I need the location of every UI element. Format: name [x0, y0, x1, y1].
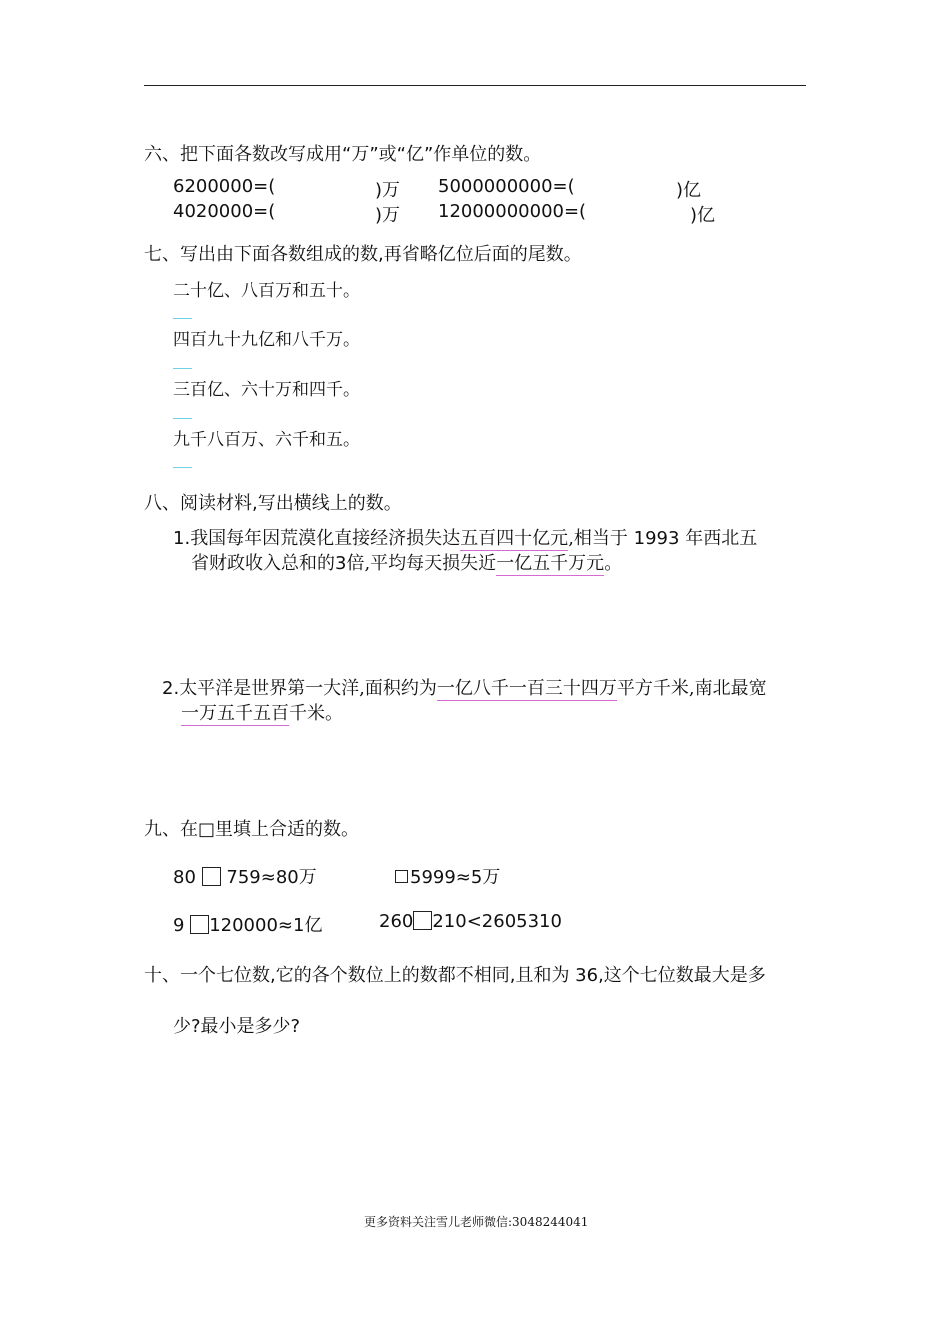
blank-box-a2[interactable]	[395, 870, 408, 883]
s8-p2-number: 2.	[162, 678, 180, 699]
s7-item-4: 九千八百万、六千和五。	[173, 430, 360, 450]
s8-p2-underlined-2: 一万五千五百	[181, 703, 289, 724]
s6-row1-b-unit: )亿	[676, 180, 702, 201]
section-9-heading: 九、在□里填上合适的数。	[144, 819, 360, 840]
s7-answer-line-3	[173, 418, 192, 419]
s9-item-b2: 260 210<2605310	[379, 911, 562, 932]
s9-item-a2: 5999≈5万	[395, 863, 500, 889]
blank-box-a1[interactable]	[202, 867, 221, 886]
s8-p2-line1: 2.太平洋是世界第一大洋,面积约为一亿八千一百三十四万平方千米,南北最宽	[162, 678, 767, 699]
s7-answer-line-4	[173, 467, 192, 468]
s6-row2-b: 12000000000=(	[438, 201, 587, 222]
footer-note: 更多资料关注雪儿老师微信:3048244041	[364, 1215, 589, 1229]
s7-item-1: 二十亿、八百万和五十。	[173, 281, 360, 301]
section-10-line1: 十、一个七位数,它的各个数位上的数都不相同,且和为 36,这个七位数最大是多	[144, 965, 766, 986]
s8-p1-underlined-2: 一亿五千万元	[496, 553, 605, 574]
s8-p2-underlined-1: 一亿八千一百三十四万	[436, 678, 617, 699]
s8-p1-number: 1.	[173, 528, 191, 549]
s8-p1-underlined-1: 五百四十亿元	[460, 528, 569, 549]
section-6-heading: 六、把下面各数改写成用“万”或“亿”作单位的数。	[144, 144, 542, 165]
s7-answer-line-2	[173, 368, 192, 369]
s8-p1-line1: 1.我国每年因荒漠化直接经济损失达五百四十亿元,相当于 1993 年西北五	[173, 528, 758, 549]
blank-box-b2[interactable]	[413, 911, 432, 930]
s6-row1-a-unit: )万	[375, 180, 401, 201]
s8-p2-line2: 一万五千五百千米。	[181, 703, 343, 724]
header-rule	[144, 85, 806, 86]
s9-item-a1: 80 759≈80万	[173, 867, 317, 888]
s7-item-2: 四百九十九亿和八千万。	[173, 330, 360, 350]
s7-answer-line-1	[173, 318, 192, 319]
blank-box-b1[interactable]	[190, 915, 209, 934]
s9-item-b1: 9 120000≈1亿	[173, 915, 323, 936]
section-10-line2: 少?最小是多少?	[173, 1016, 301, 1037]
s6-row2-a-unit: )万	[375, 205, 401, 226]
s6-row1-b: 5000000000=(	[438, 176, 575, 197]
s7-item-3: 三百亿、六十万和四千。	[173, 380, 360, 400]
section-8-heading: 八、阅读材料,写出横线上的数。	[144, 493, 402, 514]
s8-p1-line2: 省财政收入总和的3倍,平均每天损失近一亿五千万元。	[191, 553, 623, 574]
section-7-heading: 七、写出由下面各数组成的数,再省略亿位后面的尾数。	[144, 244, 582, 265]
s6-row2-a: 4020000=(	[173, 201, 276, 222]
s6-row2-b-unit: )亿	[690, 205, 716, 226]
s6-row1-a: 6200000=(	[173, 176, 276, 197]
